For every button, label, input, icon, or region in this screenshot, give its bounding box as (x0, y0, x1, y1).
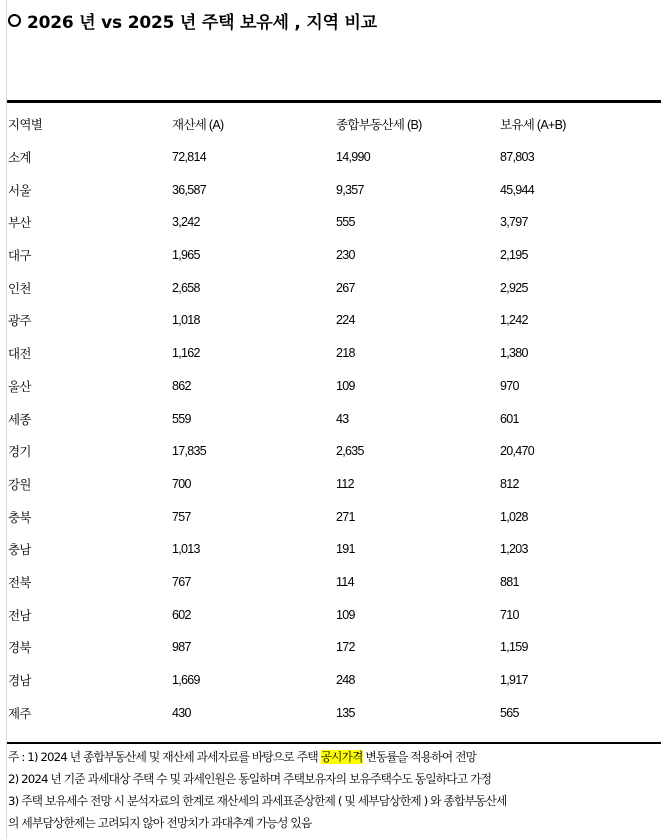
cell-property-tax: 1,162 (172, 346, 200, 361)
cell-comprehensive-tax: 109 (336, 378, 355, 393)
cell-holding-tax: 565 (500, 705, 519, 720)
cell-region: 충남 (8, 543, 31, 558)
cell-holding-tax: 1,242 (500, 313, 528, 328)
table-row (7, 566, 661, 599)
cell-property-tax: 559 (172, 411, 191, 426)
cell-region: 강원 (8, 477, 31, 492)
cell-holding-tax: 87,803 (500, 150, 535, 165)
cell-property-tax: 1,669 (172, 673, 200, 688)
cell-comprehensive-tax: 172 (336, 640, 355, 655)
table-row (7, 141, 661, 174)
cell-region: 울산 (8, 379, 31, 394)
cell-holding-tax: 1,028 (500, 509, 528, 524)
cell-region: 경북 (8, 641, 31, 656)
cell-holding-tax: 3,797 (500, 215, 528, 230)
cell-holding-tax: 970 (500, 378, 519, 393)
footnote-1-suffix: 변동률을 적용하여 전망 (362, 750, 477, 764)
cell-holding-tax: 2,195 (500, 248, 528, 263)
cell-comprehensive-tax: 191 (336, 542, 355, 557)
cell-region: 전북 (8, 575, 31, 590)
header-property-tax: 재산세 (A) (172, 118, 224, 133)
cell-property-tax: 17,835 (172, 444, 207, 459)
cell-region: 제주 (8, 706, 31, 721)
cell-region: 경남 (8, 674, 31, 689)
cell-holding-tax: 881 (500, 574, 519, 589)
cell-region: 서울 (8, 183, 31, 198)
footnote-1-highlight: 공시가격 (320, 750, 363, 764)
cell-property-tax: 1,018 (172, 313, 200, 328)
table-row (7, 173, 661, 206)
table-row (7, 664, 661, 697)
cell-property-tax: 3,242 (172, 215, 200, 230)
table-header-row (7, 108, 661, 141)
table-body (7, 108, 661, 729)
cell-comprehensive-tax: 224 (336, 313, 355, 328)
cell-comprehensive-tax: 9,357 (336, 182, 364, 197)
table-row (7, 337, 661, 370)
page-title-text: 2026 년 vs 2025 년 주택 보유세 , 지역 비교 (27, 13, 377, 33)
cell-region: 인천 (8, 281, 31, 296)
cell-holding-tax: 1,159 (500, 640, 528, 655)
table-row (7, 370, 661, 403)
table-row (7, 402, 661, 435)
cell-property-tax: 430 (172, 705, 191, 720)
cell-property-tax: 862 (172, 378, 191, 393)
cell-comprehensive-tax: 230 (336, 248, 355, 263)
cell-property-tax: 2,658 (172, 280, 200, 295)
cell-property-tax: 700 (172, 476, 191, 491)
cell-comprehensive-tax: 555 (336, 215, 355, 230)
cell-region: 전남 (8, 608, 31, 623)
cell-property-tax: 757 (172, 509, 191, 524)
cell-comprehensive-tax: 218 (336, 346, 355, 361)
circle-bullet-icon (8, 14, 21, 27)
page-title (8, 12, 377, 34)
header-holding-tax: 보유세 (A+B) (500, 118, 566, 133)
footnote-2: 2) 2024 년 기준 과세대상 주택 수 및 과세인원은 동일하며 주택보유자의 보유주택수도 동일하다고 가정 (8, 772, 492, 786)
cell-holding-tax: 812 (500, 476, 519, 491)
cell-comprehensive-tax: 114 (336, 574, 354, 589)
cell-holding-tax: 20,470 (500, 444, 535, 459)
table-row (7, 468, 661, 501)
cell-holding-tax: 1,917 (500, 673, 528, 688)
cell-holding-tax: 45,944 (500, 182, 535, 197)
table-row (7, 271, 661, 304)
table-row (7, 631, 661, 664)
header-region: 지역별 (8, 118, 43, 133)
cell-comprehensive-tax: 109 (336, 607, 355, 622)
cell-comprehensive-tax: 14,990 (336, 150, 371, 165)
cell-holding-tax: 601 (500, 411, 519, 426)
table-row (7, 500, 661, 533)
cell-property-tax: 767 (172, 574, 191, 589)
cell-holding-tax: 1,380 (500, 346, 528, 361)
property-tax-table (7, 108, 661, 729)
footnotes (8, 746, 663, 834)
cell-property-tax: 1,013 (172, 542, 200, 557)
table-row (7, 304, 661, 337)
cell-property-tax: 72,814 (172, 150, 207, 165)
table-row (7, 696, 661, 729)
cell-property-tax: 1,965 (172, 248, 200, 263)
cell-property-tax: 987 (172, 640, 191, 655)
cell-region: 광주 (8, 314, 31, 329)
header-comprehensive-tax: 종합부동산세 (B) (336, 118, 422, 133)
cell-property-tax: 602 (172, 607, 191, 622)
cell-region: 경기 (8, 445, 31, 460)
cell-holding-tax: 710 (500, 607, 519, 622)
table-row (7, 435, 661, 468)
cell-comprehensive-tax: 2,635 (336, 444, 364, 459)
cell-holding-tax: 1,203 (500, 542, 528, 557)
cell-region: 부산 (8, 216, 31, 231)
cell-region: 세종 (8, 412, 31, 427)
cell-comprehensive-tax: 112 (336, 476, 354, 491)
cell-comprehensive-tax: 248 (336, 673, 355, 688)
footnote-3-line-1: 3) 주택 보유세수 전망 시 분석자료의 한계로 재산세의 과세표준상한제 ( 및 세부담상한제 ) 와 종합부동산세 (8, 794, 507, 808)
footnote-1-text: 주 : 1) 2024 년 종합부동산세 및 재산세 과세자료를 바탕으로 주택 (8, 750, 321, 764)
footnote-3-line-2: 의 세부담상한제는 고려되지 않아 전망치가 과대추계 가능성 있음 (8, 816, 312, 830)
cell-property-tax: 36,587 (172, 182, 207, 197)
table-row (7, 206, 661, 239)
table-row (7, 533, 661, 566)
cell-comprehensive-tax: 267 (336, 280, 355, 295)
cell-comprehensive-tax: 43 (336, 411, 349, 426)
cell-holding-tax: 2,925 (500, 280, 528, 295)
table-row (7, 598, 661, 631)
table-top-rule (7, 100, 661, 103)
table-row (7, 239, 661, 272)
table-bottom-rule (7, 742, 661, 744)
cell-comprehensive-tax: 271 (336, 509, 355, 524)
cell-region: 소계 (8, 151, 31, 166)
cell-region: 대구 (8, 249, 31, 264)
cell-comprehensive-tax: 135 (336, 705, 355, 720)
footnote-1 (8, 746, 663, 768)
cell-region: 대전 (8, 347, 31, 362)
cell-region: 충북 (8, 510, 31, 525)
